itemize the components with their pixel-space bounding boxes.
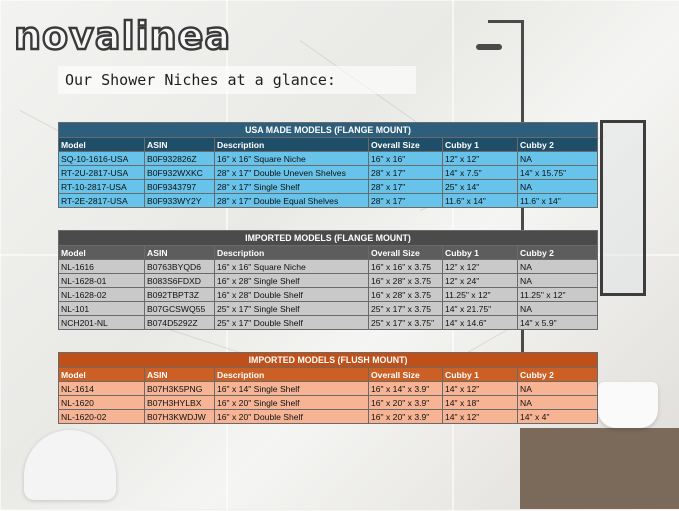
column-header: ASIN bbox=[145, 246, 215, 260]
table-cell: B083S6FDXD bbox=[145, 274, 215, 288]
table-cell: NA bbox=[518, 274, 598, 288]
table-cell: NA bbox=[518, 152, 598, 166]
column-header: Model bbox=[59, 138, 145, 152]
page-subtitle: Our Shower Niches at a glance: bbox=[58, 66, 416, 94]
table-cell: 14" x 14.6" bbox=[443, 316, 518, 330]
usa-models-table bbox=[58, 122, 598, 208]
column-header: Description bbox=[215, 246, 369, 260]
table-row bbox=[59, 288, 598, 302]
table-row bbox=[59, 302, 598, 316]
table-cell: 12" x 12" bbox=[443, 152, 518, 166]
table-cell: NA bbox=[518, 396, 598, 410]
table-title: IMPORTED MODELS (FLUSH MOUNT) bbox=[59, 353, 598, 368]
table-cell: NL-1628-01 bbox=[59, 274, 145, 288]
table-cell: 25" x 17" x 3.75" bbox=[369, 316, 443, 330]
table-cell: 16" x 28" Single Shelf bbox=[215, 274, 369, 288]
table-cell: 11.6" x 14" bbox=[443, 194, 518, 208]
table-cell: NL-101 bbox=[59, 302, 145, 316]
table-cell: 16" x 16" x 3.75 bbox=[369, 260, 443, 274]
table-cell: 28" x 17" Double Uneven Shelves bbox=[215, 166, 369, 180]
table-cell: B092TBPT3Z bbox=[145, 288, 215, 302]
table-row bbox=[59, 316, 598, 330]
imported-flange-models-table bbox=[58, 230, 598, 330]
table-cell: RT-2E-2817-USA bbox=[59, 194, 145, 208]
table-cell: 25" x 17" Single Shelf bbox=[215, 302, 369, 316]
table-cell: 16" x 28" Double Shelf bbox=[215, 288, 369, 302]
table-cell: 12" x 24" bbox=[443, 274, 518, 288]
column-header: Cubby 2 bbox=[518, 138, 598, 152]
table-cell: B07H3KWDJW bbox=[145, 410, 215, 424]
table-cell: 16" x 28" x 3.75 bbox=[369, 288, 443, 302]
column-header: Model bbox=[59, 246, 145, 260]
table-cell: 28" x 17" bbox=[369, 194, 443, 208]
column-header: Model bbox=[59, 368, 145, 382]
table-cell: SQ-10-1616-USA bbox=[59, 152, 145, 166]
table-cell: 16" x 28" x 3.75 bbox=[369, 274, 443, 288]
table-row bbox=[59, 274, 598, 288]
table-cell: 16" x 16" Square Niche bbox=[215, 260, 369, 274]
table-cell: 16" x 20" Single Shelf bbox=[215, 396, 369, 410]
table-cell: 16" x 20" x 3.9" bbox=[369, 410, 443, 424]
table-cell: NL-1620-02 bbox=[59, 410, 145, 424]
table-cell: NA bbox=[518, 302, 598, 316]
table-cell: B0F932WXKC bbox=[145, 166, 215, 180]
table-cell: B07GCSWQ55 bbox=[145, 302, 215, 316]
table-cell: B07H3K5PNG bbox=[145, 382, 215, 396]
table-row bbox=[59, 152, 598, 166]
table-cell: RT-2U-2817-USA bbox=[59, 166, 145, 180]
column-header: Cubby 2 bbox=[518, 246, 598, 260]
shower-head bbox=[476, 44, 502, 50]
column-header: Description bbox=[215, 368, 369, 382]
table-cell: 16" x 16" Square Niche bbox=[215, 152, 369, 166]
table-cell: B0F933WY2Y bbox=[145, 194, 215, 208]
column-header: Overall Size bbox=[369, 138, 443, 152]
table-row bbox=[59, 166, 598, 180]
shower-pipe bbox=[521, 20, 524, 400]
imported-flush-models-table bbox=[58, 352, 598, 424]
table-row bbox=[59, 410, 598, 424]
table-row bbox=[59, 194, 598, 208]
table-cell: 11.25" x 12" bbox=[518, 288, 598, 302]
table-cell: 28" x 17" bbox=[369, 166, 443, 180]
table-row bbox=[59, 260, 598, 274]
table-cell: 14" x 4" bbox=[518, 410, 598, 424]
table-cell: B07H3HYLBX bbox=[145, 396, 215, 410]
mirror bbox=[600, 120, 646, 296]
table-cell: 16" x 14" Single Shelf bbox=[215, 382, 369, 396]
brand-logo: novalinea bbox=[14, 14, 232, 58]
column-header: Overall Size bbox=[369, 246, 443, 260]
table-cell: NL-1628-02 bbox=[59, 288, 145, 302]
table-row bbox=[59, 396, 598, 410]
table-cell: 14" x 18" bbox=[443, 396, 518, 410]
table-title: IMPORTED MODELS (FLANGE MOUNT) bbox=[59, 231, 598, 246]
sink bbox=[598, 382, 658, 428]
table-cell: 28" x 17" bbox=[369, 180, 443, 194]
table-cell: NCH201-NL bbox=[59, 316, 145, 330]
table-cell: 14" x 12" bbox=[443, 410, 518, 424]
table-cell: NA bbox=[518, 180, 598, 194]
table-cell: 14" x 7.5" bbox=[443, 166, 518, 180]
table-cell: NL-1616 bbox=[59, 260, 145, 274]
table-cell: 11.6" x 14" bbox=[518, 194, 598, 208]
table-cell: B074D5292Z bbox=[145, 316, 215, 330]
table-cell: 14" x 12" bbox=[443, 382, 518, 396]
table-cell: 16" x 14" x 3.9" bbox=[369, 382, 443, 396]
table-header-row bbox=[59, 246, 598, 260]
table-cell: 16" x 16" bbox=[369, 152, 443, 166]
column-header: Overall Size bbox=[369, 368, 443, 382]
table-title: USA MADE MODELS (FLANGE MOUNT) bbox=[59, 123, 598, 138]
table-cell: B0763BYQD6 bbox=[145, 260, 215, 274]
table-cell: 14" x 15.75" bbox=[518, 166, 598, 180]
table-row bbox=[59, 180, 598, 194]
table-cell: RT-10-2817-USA bbox=[59, 180, 145, 194]
table-row bbox=[59, 382, 598, 396]
column-header: ASIN bbox=[145, 138, 215, 152]
table-cell: 12" x 12" bbox=[443, 260, 518, 274]
column-header: Cubby 2 bbox=[518, 368, 598, 382]
table-cell: 25" x 17" Double Shelf bbox=[215, 316, 369, 330]
table-cell: 16" x 20" x 3.9" bbox=[369, 396, 443, 410]
table-cell: 16" x 20" Double Shelf bbox=[215, 410, 369, 424]
table-cell: 14" x 5.9" bbox=[518, 316, 598, 330]
table-cell: 25" x 17" x 3.75 bbox=[369, 302, 443, 316]
table-header-row bbox=[59, 368, 598, 382]
table-cell: NA bbox=[518, 382, 598, 396]
column-header: Cubby 1 bbox=[443, 138, 518, 152]
column-header: ASIN bbox=[145, 368, 215, 382]
table-cell: 14" x 21.75" bbox=[443, 302, 518, 316]
table-cell: 28" x 17" Single Shelf bbox=[215, 180, 369, 194]
table-cell: 28" x 17" Double Equal Shelves bbox=[215, 194, 369, 208]
table-cell: NL-1614 bbox=[59, 382, 145, 396]
table-cell: 11.25" x 12" bbox=[443, 288, 518, 302]
column-header: Description bbox=[215, 138, 369, 152]
table-cell: NL-1620 bbox=[59, 396, 145, 410]
table-cell: B0F932826Z bbox=[145, 152, 215, 166]
column-header: Cubby 1 bbox=[443, 368, 518, 382]
table-cell: B0F9343797 bbox=[145, 180, 215, 194]
table-cell: NA bbox=[518, 260, 598, 274]
table-header-row bbox=[59, 138, 598, 152]
column-header: Cubby 1 bbox=[443, 246, 518, 260]
vanity-counter bbox=[520, 428, 679, 509]
shower-arm bbox=[488, 20, 524, 23]
table-cell: 25" x 14" bbox=[443, 180, 518, 194]
